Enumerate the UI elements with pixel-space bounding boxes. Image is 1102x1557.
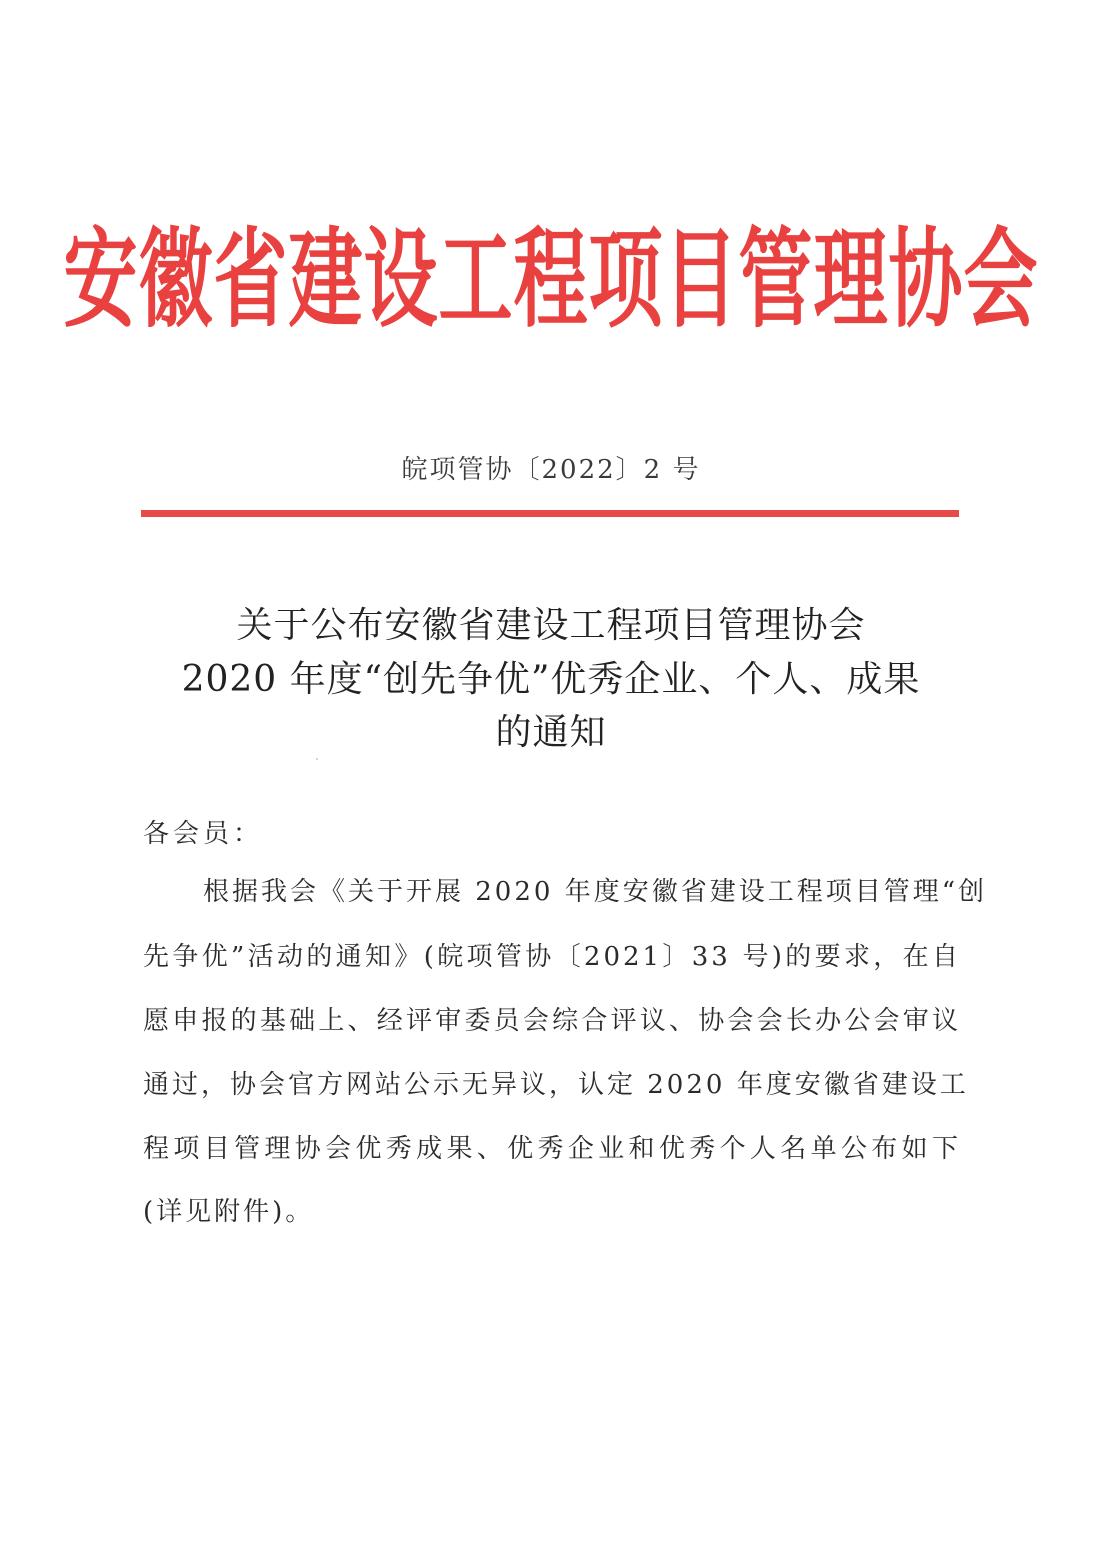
- masthead-title: [0, 205, 1102, 355]
- body-line-3: 愿申报的基础上、经评审委员会综合评议、协会会长办公会审议: [143, 1006, 961, 1036]
- masthead-text: 安徽省建设工程项目管理协会: [63, 217, 1039, 343]
- body-line-4: 通过，协会官方网站公示无异议，认定 2020 年度安徽省建设工: [143, 1070, 969, 1100]
- body-line-6: (详见附件)。: [143, 1197, 315, 1227]
- red-divider-rule: [141, 510, 959, 517]
- body-line-2: 先争优”活动的通知》(皖项管协〔2021〕33 号)的要求，在自: [143, 942, 961, 972]
- body-line-5: 程项目管理协会优秀成果、优秀企业和优秀个人名单公布如下: [143, 1134, 961, 1164]
- notice-title-line-3: 的通知: [495, 712, 607, 753]
- document-number: 皖项管协〔2022〕2 号: [401, 455, 701, 485]
- scan-speck: [316, 758, 318, 760]
- salutation: 各会员：: [143, 819, 264, 849]
- notice-title-line-1: 关于公布安徽省建设工程项目管理协会: [236, 605, 866, 646]
- notice-title-line-2: 2020 年度“创先争优”优秀企业、个人、成果: [181, 659, 921, 700]
- body-line-1: 根据我会《关于开展 2020 年度安徽省建设工程项目管理“创: [203, 877, 987, 907]
